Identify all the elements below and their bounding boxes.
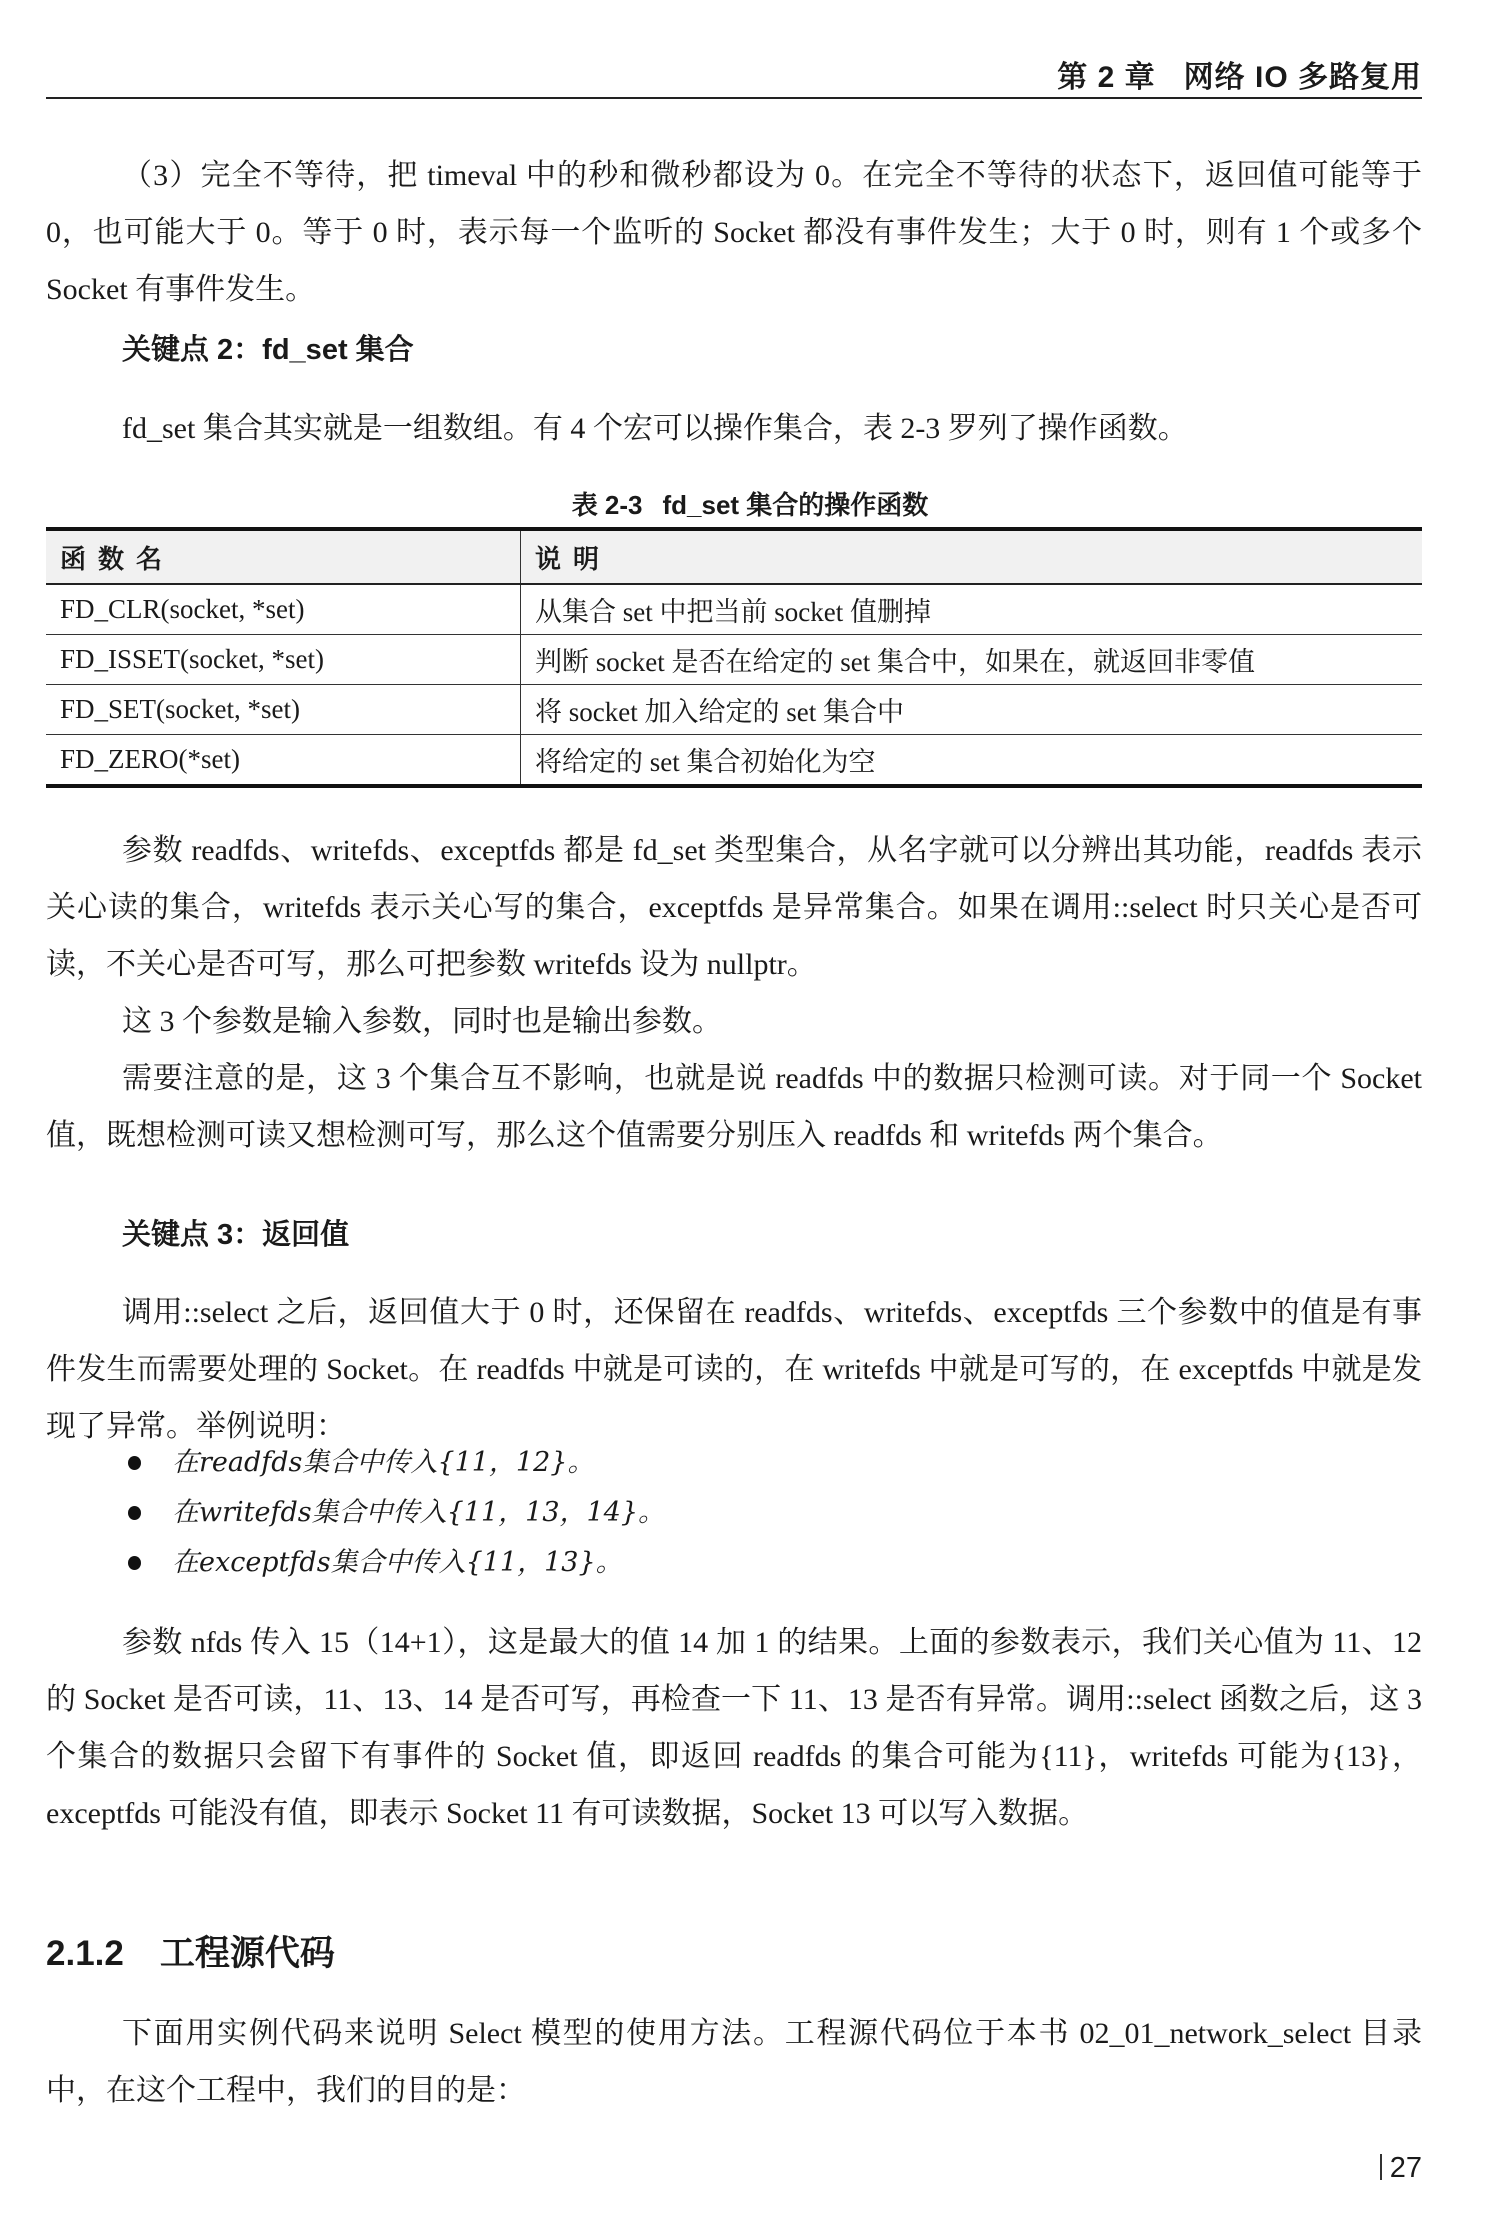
paragraph-return: 调用::select 之后，返回值大于 0 时，还保留在 readfds、writefds、exceptfds 三个参数中的值是有事件发生而需要处理的 Socket。在 readfds 中就是可读的，在 writefds 中就是可写的，在 exceptfds 中就是发现了异常。举例说明： xyxy=(46,1296,1422,1443)
list-item: 在readfds集合中传入{11，12}。 xyxy=(122,1438,665,1488)
chapter-title: 网络 IO 多路复用 xyxy=(1183,61,1422,94)
header-description: 说明 xyxy=(521,529,1423,584)
paragraph-note: 需要注意的是，这 3 个集合互不影响，也就是说 readfds 中的数据只检测可读。对于同一个 Socket 值，既想检测可读又想检测可写，那么这个值需要分别压入 readfds 和 writefds 两个集合。 xyxy=(46,1062,1422,1152)
page-footer xyxy=(1380,2152,1422,2185)
table-header-row xyxy=(46,529,1422,584)
function-name-cell: FD_SET(socket, *set) xyxy=(46,685,521,735)
paragraph-nfds: 参数 nfds 传入 15（14+1），这是最大的值 14 加 1 的结果。上面的参数表示，我们关心值为 11、12 的 Socket 是否可读，11、13、14 是否可写，再检查一下 11、13 是否有异常。调用::select 函数之后，这 3 个集合的数据只会留下有事件的 Socket 值，即返回 readfds 的集合可能为{11}，writefds 可能为{13}，exceptfds 可能没有值，即表示 Socket 11 有可读数据，Socket 13 可以写入数据。 xyxy=(46,1626,1422,1830)
key-point-3-heading: 关键点 3：返回值 xyxy=(122,1219,350,1251)
bullet-icon xyxy=(128,1456,141,1470)
description-cell: 从集合 set 中把当前 socket 值删掉 xyxy=(521,584,1423,635)
section-heading xyxy=(46,1926,335,1976)
list-item: 在exceptfds集合中传入{11，13}。 xyxy=(122,1538,665,1588)
example-list xyxy=(122,1438,665,1588)
paragraph-source: 下面用实例代码来说明 Select 模型的使用方法。工程源代码位于本书 02_01_network_select 目录中，在这个工程中，我们的目的是： xyxy=(46,2017,1422,2107)
chapter-number: 第 2 章 xyxy=(1057,61,1156,94)
table-row xyxy=(46,735,1422,787)
function-name-cell: FD_ZERO(*set) xyxy=(46,735,521,787)
table-caption xyxy=(0,485,1500,522)
paragraph-params: 参数 readfds、writefds、exceptfds 都是 fd_set 类型集合，从名字就可以分辨出其功能，readfds 表示关心读的集合，writefds 表示关心写的集合，exceptfds 是异常集合。如果在调用::select 时只关心是否可读，不关心是否可写，那么可把参数 writefds 设为 nullptr。 xyxy=(46,834,1422,981)
header-function-name: 函数名 xyxy=(46,529,521,584)
folio-bar xyxy=(1380,2154,1382,2180)
table-caption-title: fd_set 集合的操作函数 xyxy=(662,490,929,520)
section-number: 2.1.2 xyxy=(46,1934,124,1973)
function-name-cell: FD_CLR(socket, *set) xyxy=(46,584,521,635)
section-title: 工程源代码 xyxy=(159,1934,335,1973)
paragraph-in-out: 这 3 个参数是输入参数，同时也是输出参数。 xyxy=(122,1005,722,1038)
paragraph-fdset-intro: fd_set 集合其实就是一组数组。有 4 个宏可以操作集合，表 2-3 罗列了操作函数。 xyxy=(122,412,1188,445)
running-header xyxy=(1057,52,1422,96)
list-item: 在writefds集合中传入{11，13，14}。 xyxy=(122,1488,665,1538)
function-name-cell: FD_ISSET(socket, *set) xyxy=(46,635,521,685)
header-rule xyxy=(46,97,1422,99)
key-point-2-heading: 关键点 2：fd_set 集合 xyxy=(122,334,414,366)
bullet-icon xyxy=(128,1506,141,1520)
description-cell: 将给定的 set 集合初始化为空 xyxy=(521,735,1423,787)
table-caption-number: 表 2-3 xyxy=(571,490,643,520)
bullet-icon xyxy=(128,1556,141,1570)
description-cell: 将 socket 加入给定的 set 集合中 xyxy=(521,685,1423,735)
table-row xyxy=(46,685,1422,735)
description-cell: 判断 socket 是否在给定的 set 集合中，如果在，就返回非零值 xyxy=(521,635,1423,685)
table-row xyxy=(46,584,1422,635)
paragraph-no-wait: （3）完全不等待，把 timeval 中的秒和微秒都设为 0。在完全不等待的状态下，返回值可能等于 0，也可能大于 0。等于 0 时，表示每一个监听的 Socket 都没有事件发生；大于 0 时，则有 1 个或多个 Socket 有事件发生。 xyxy=(46,159,1422,306)
fdset-functions-table xyxy=(46,527,1422,788)
page-number: 27 xyxy=(1389,2152,1422,2184)
table-row xyxy=(46,635,1422,685)
